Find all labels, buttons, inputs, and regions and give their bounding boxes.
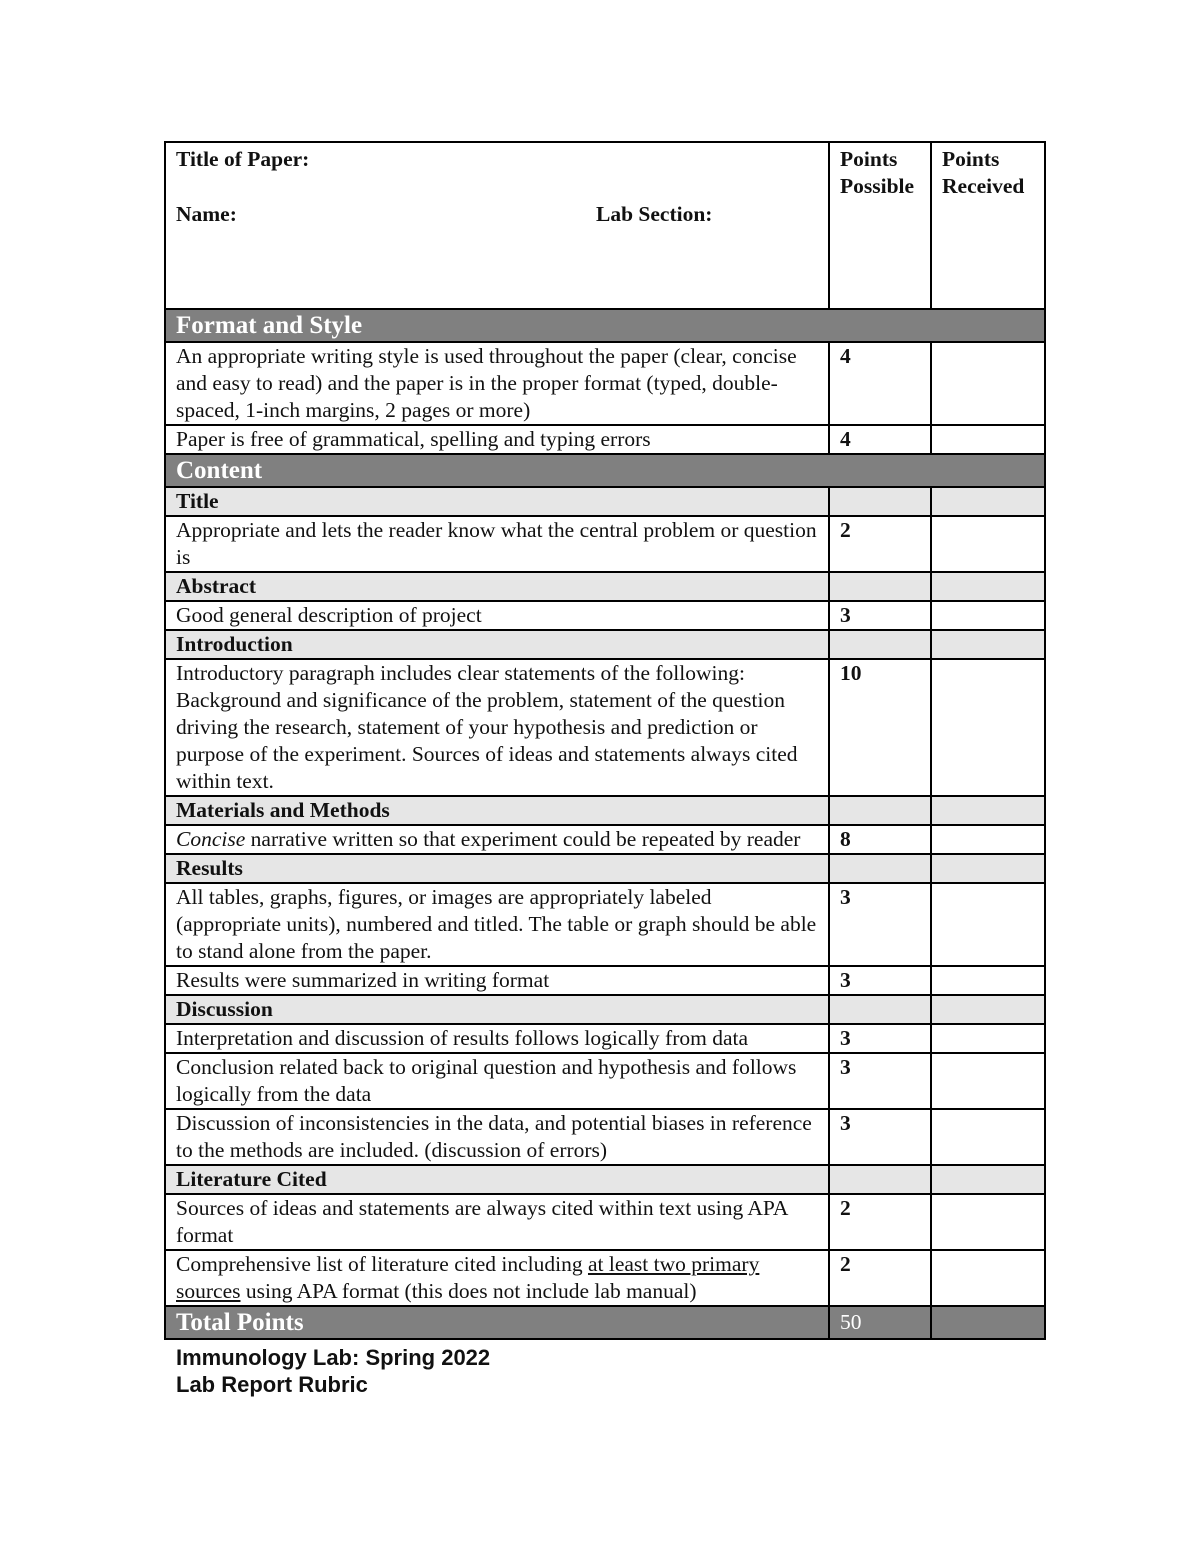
criterion-text: Interpretation and discussion of results follows logically from data [165, 1024, 829, 1053]
criterion-text-part: Comprehensive list of literature cited including [176, 1252, 588, 1276]
table-row [165, 966, 1045, 995]
table-row [165, 1194, 1045, 1250]
course-title: Immunology Lab: Spring 2022 [176, 1345, 491, 1370]
table-row [165, 1250, 1045, 1306]
subsection-row-abstract [165, 572, 1045, 601]
points-possible: 3 [829, 601, 931, 630]
criterion-text: Paper is free of grammatical, spelling and typing errors [165, 425, 829, 454]
section-row-format [165, 309, 1045, 342]
criterion-emphasis: Concise [176, 827, 246, 851]
criterion-text: Results were summarized in writing format [165, 966, 829, 995]
subsection-title: Discussion [165, 995, 829, 1024]
title-of-paper-label: Title of Paper: [176, 147, 310, 171]
table-row [165, 883, 1045, 966]
points-received-field[interactable] [931, 342, 1045, 425]
subsection-row-introduction [165, 630, 1045, 659]
section-title-content: Content [165, 454, 1045, 487]
points-received-field[interactable] [931, 883, 1045, 966]
points-possible: 3 [829, 883, 931, 966]
points-received-field[interactable] [931, 659, 1045, 796]
subsection-row-methods [165, 796, 1045, 825]
table-row [165, 1053, 1045, 1109]
points-possible: 3 [829, 1109, 931, 1165]
subsection-title: Literature Cited [165, 1165, 829, 1194]
subsection-title: Materials and Methods [165, 796, 829, 825]
lab-section-label: Lab Section: [596, 202, 713, 226]
subsection-title: Title [165, 487, 829, 516]
points-possible: 3 [829, 1053, 931, 1109]
points-possible: 8 [829, 825, 931, 854]
table-row [165, 516, 1045, 572]
points-possible: 4 [829, 342, 931, 425]
rubric-table [164, 141, 1046, 1340]
points-received-field[interactable] [931, 1109, 1045, 1165]
points-possible-header: Points Possible [829, 142, 931, 309]
paper-info-cell [165, 142, 829, 309]
points-received-field[interactable] [931, 1053, 1045, 1109]
points-received-field[interactable] [931, 425, 1045, 454]
criterion-text: Good general description of project [165, 601, 829, 630]
subsection-row-results [165, 854, 1045, 883]
criterion-text: Sources of ideas and statements are always cited within text using APA format [165, 1194, 829, 1250]
document-title: Lab Report Rubric [176, 1372, 368, 1397]
criterion-text: Introductory paragraph includes clear statements of the following: Background and significance of the problem, statement of the question driving the research, statement of your hypothesis and prediction or purpose of the experiment. Sources of ideas and statements always cited within text. [165, 659, 829, 796]
criterion-text: Appropriate and lets the reader know what the central problem or question is [165, 516, 829, 572]
criterion-text: Conclusion related back to original question and hypothesis and follows logically from the data [165, 1053, 829, 1109]
subsection-title: Introduction [165, 630, 829, 659]
points-possible: 10 [829, 659, 931, 796]
points-received-field[interactable] [931, 1024, 1045, 1053]
document-footer [176, 1344, 490, 1398]
points-possible: 2 [829, 1194, 931, 1250]
table-row [165, 601, 1045, 630]
points-possible: 3 [829, 1024, 931, 1053]
table-row [165, 1024, 1045, 1053]
header-row [165, 142, 1045, 309]
criterion-text [165, 1250, 829, 1306]
subsection-row-literature [165, 1165, 1045, 1194]
subsection-row-discussion [165, 995, 1045, 1024]
points-received-field[interactable] [931, 1250, 1045, 1306]
subsection-row-title [165, 487, 1045, 516]
total-row [165, 1306, 1045, 1339]
total-points-received-field[interactable] [931, 1306, 1045, 1339]
points-possible: 2 [829, 516, 931, 572]
total-points-possible: 50 [829, 1306, 931, 1339]
criterion-text: Discussion of inconsistencies in the data, and potential biases in reference to the methods are included. (discussion of errors) [165, 1109, 829, 1165]
criterion-text [165, 825, 829, 854]
points-received-field[interactable] [931, 966, 1045, 995]
subsection-title: Results [165, 854, 829, 883]
subsection-title: Abstract [165, 572, 829, 601]
table-row [165, 659, 1045, 796]
table-row [165, 342, 1045, 425]
section-row-content [165, 454, 1045, 487]
points-received-field[interactable] [931, 516, 1045, 572]
criterion-text: All tables, graphs, figures, or images are appropriately labeled (appropriate units), numbered and titled. The table or graph should be able to stand alone from the paper. [165, 883, 829, 966]
criterion-underlined: at least two primary sources [176, 1252, 760, 1303]
points-possible: 2 [829, 1250, 931, 1306]
points-received-field[interactable] [931, 825, 1045, 854]
points-possible: 3 [829, 966, 931, 995]
points-received-header: Points Received [931, 142, 1045, 309]
criterion-text-rest: narrative written so that experiment could be repeated by reader [245, 827, 801, 851]
total-label: Total Points [165, 1306, 829, 1339]
points-received-field[interactable] [931, 1194, 1045, 1250]
criterion-text-part: using APA format (this does not include lab manual) [240, 1279, 697, 1303]
section-title-format: Format and Style [165, 309, 1045, 342]
table-row [165, 825, 1045, 854]
table-row [165, 425, 1045, 454]
name-label: Name: [176, 202, 237, 226]
criterion-text: An appropriate writing style is used throughout the paper (clear, concise and easy to read) and the paper is in the proper format (typed, double-spaced, 1-inch margins, 2 pages or more) [165, 342, 829, 425]
points-possible: 4 [829, 425, 931, 454]
points-received-field[interactable] [931, 601, 1045, 630]
table-row [165, 1109, 1045, 1165]
